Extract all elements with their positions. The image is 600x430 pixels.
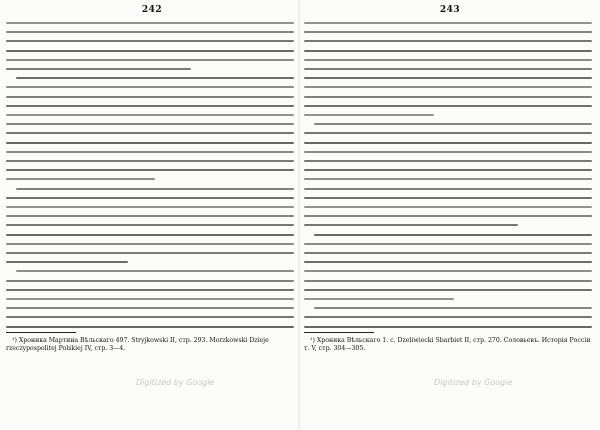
text-line [6, 105, 294, 107]
text-line [6, 31, 294, 33]
left-watermark: Digitized by Google [136, 378, 215, 387]
text-line [6, 142, 294, 144]
text-line [304, 160, 592, 162]
text-line [314, 234, 592, 236]
text-line [304, 22, 592, 24]
left-body-text [6, 18, 298, 328]
text-line [304, 178, 592, 180]
left-footnotes [6, 337, 298, 353]
text-line [304, 206, 592, 208]
right-watermark: Digitized by Google [434, 378, 513, 387]
text-line [304, 243, 592, 245]
text-line [6, 132, 294, 134]
text-line [304, 105, 592, 107]
text-line [6, 123, 294, 125]
text-line [304, 270, 592, 272]
text-line [6, 151, 294, 153]
text-line [6, 114, 294, 116]
text-line [304, 59, 592, 61]
gutter [298, 0, 300, 430]
text-line [16, 188, 294, 190]
left-page-number: 242 [141, 5, 163, 15]
right-body-text [304, 18, 596, 328]
text-line [304, 224, 518, 226]
text-line [304, 289, 592, 291]
text-line [6, 169, 294, 171]
right-page [304, 0, 596, 430]
text-line [6, 289, 294, 291]
text-line [314, 307, 592, 309]
text-line [304, 50, 592, 52]
left-footnote-rule [6, 332, 76, 333]
text-line [6, 234, 294, 236]
text-line [304, 215, 592, 217]
text-line [304, 68, 592, 70]
text-line [304, 96, 592, 98]
text-line [6, 280, 294, 282]
text-line [16, 77, 294, 79]
text-line [6, 307, 294, 309]
text-line [6, 243, 294, 245]
text-line [304, 31, 592, 33]
text-line [6, 252, 294, 254]
text-line [6, 224, 294, 226]
text-line [304, 77, 592, 79]
text-line [304, 86, 592, 88]
text-line [304, 142, 592, 144]
text-line [6, 215, 294, 217]
right-footnotes [304, 337, 596, 353]
text-line [6, 40, 294, 42]
text-line [304, 261, 592, 263]
text-line [6, 326, 294, 328]
text-line [304, 298, 454, 300]
text-line [304, 132, 592, 134]
text-line [304, 280, 592, 282]
text-line [6, 50, 294, 52]
text-line [6, 298, 294, 300]
text-line [304, 114, 434, 116]
text-line [6, 160, 294, 162]
text-line [304, 252, 592, 254]
text-line [304, 40, 592, 42]
text-line [304, 197, 592, 199]
text-line [304, 316, 592, 318]
text-line [6, 178, 155, 180]
text-line [6, 96, 294, 98]
text-line [304, 188, 592, 190]
text-line [16, 270, 294, 272]
text-line [6, 59, 294, 61]
text-line [6, 86, 294, 88]
text-line [314, 123, 592, 125]
left-page [6, 0, 298, 430]
right-page-number: 243 [439, 5, 461, 15]
text-line [6, 68, 191, 70]
left-footnote: ¹) Хроника Мартина Вѣльскаго 497. Stryjkowski II, стр. 293. Morzkowski Dzieje rzeczypospolitej Polskiej IV, стр. 3—4. [6, 337, 269, 352]
text-line [6, 197, 294, 199]
right-footnote-rule [304, 332, 374, 333]
text-line [6, 22, 294, 24]
text-line [304, 151, 592, 153]
text-line [6, 261, 128, 263]
text-line [6, 206, 294, 208]
text-line [304, 169, 592, 171]
text-line [6, 316, 294, 318]
text-line [304, 326, 592, 328]
right-footnote: ¹) Хроника Вѣльскаго 1. с. Dzeliwiecki Sbarbiet II, стр. 270. Соловьевъ. Исторія Россіи т. V, стр. 304—305. [304, 337, 591, 352]
